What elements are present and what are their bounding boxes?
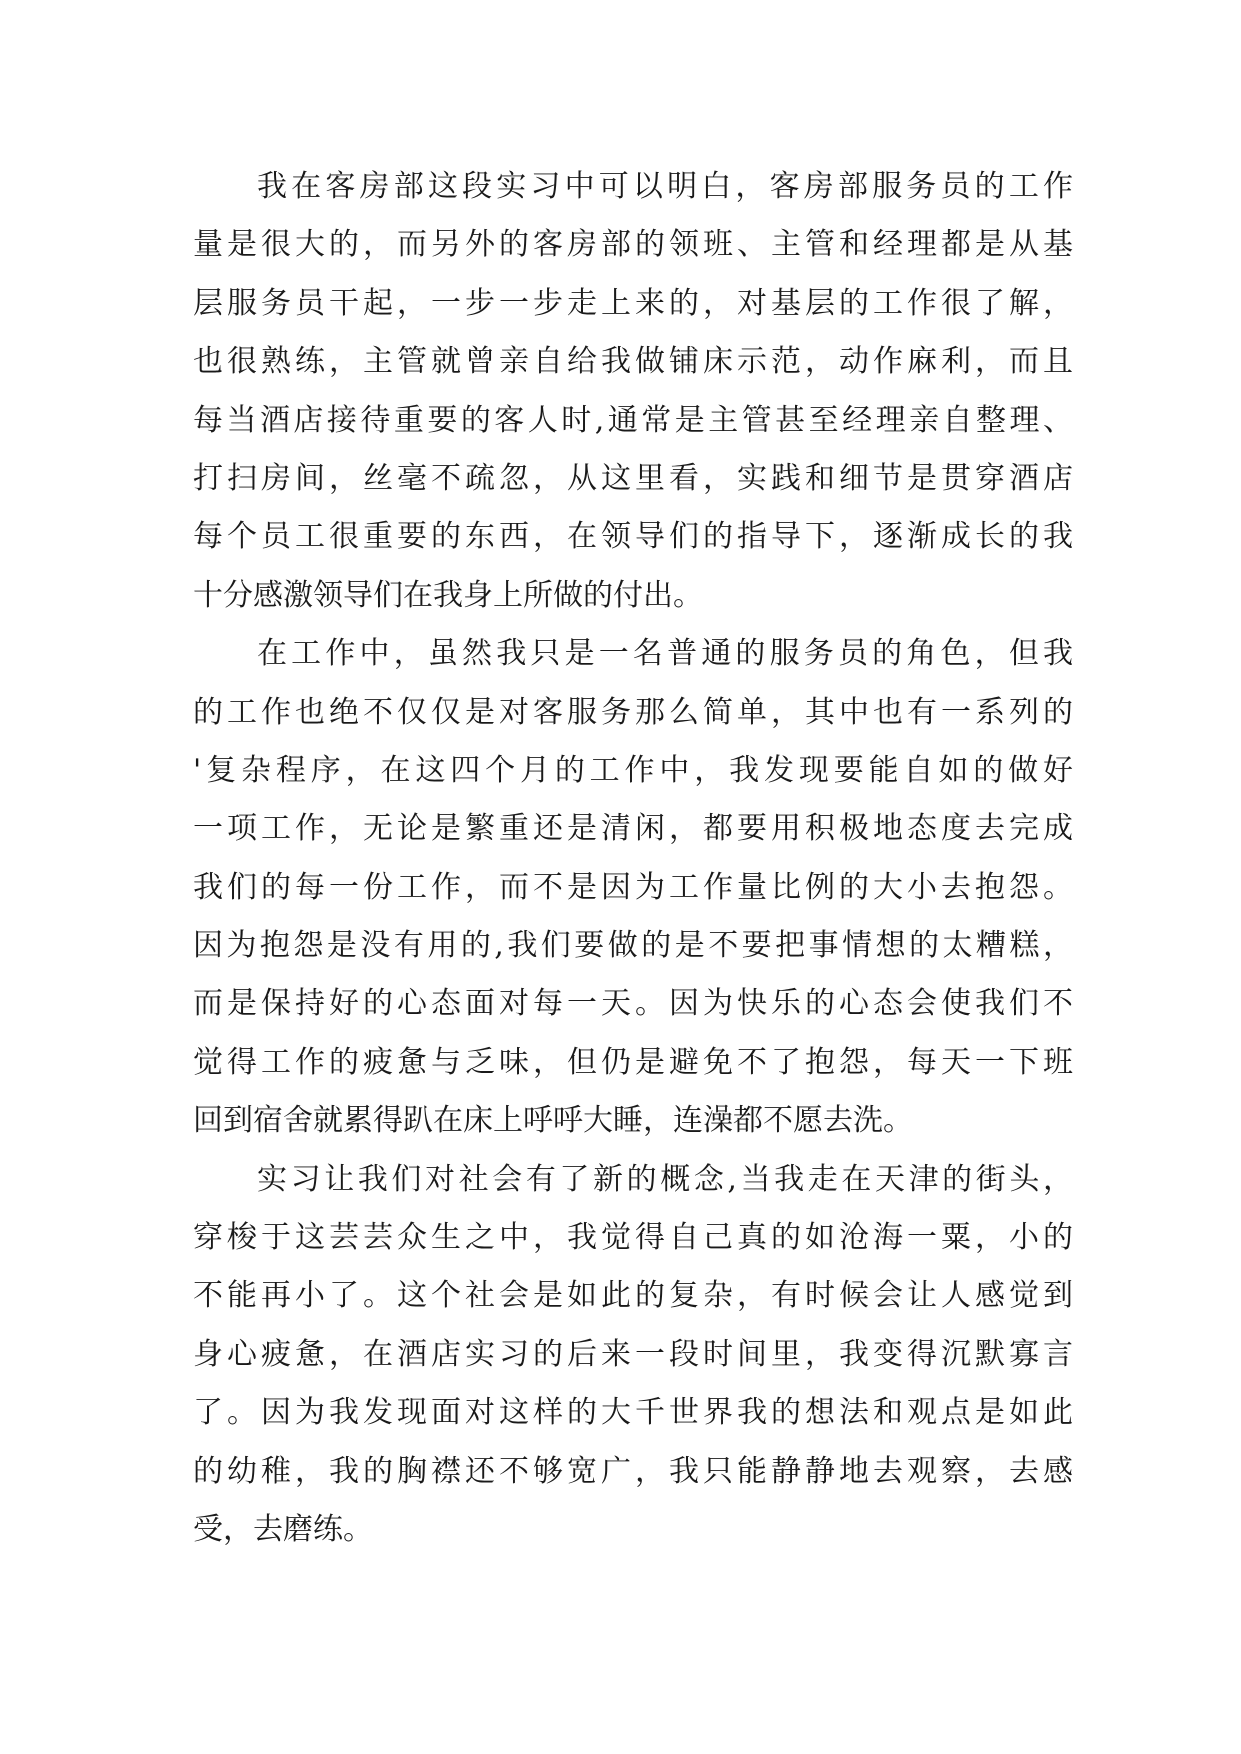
paragraph-line: 受，去磨练。 xyxy=(193,1511,373,1547)
paragraph-line: 每当酒店接待重要的客人时,通常是主管甚至经理亲自整理、 xyxy=(193,402,1073,438)
paragraph-line: 实习让我们对社会有了新的概念,当我走在天津的街头， xyxy=(257,1161,1073,1197)
paragraph-line: 觉得工作的疲惫与乏味，但仍是避免不了抱怨，每天一下班 xyxy=(193,1044,1073,1080)
paragraph-line: 在工作中，虽然我只是一名普通的服务员的角色，但我 xyxy=(257,636,1073,672)
paragraph-line: 每个员工很重要的东西，在领导们的指导下，逐渐成长的我 xyxy=(193,519,1073,555)
paragraph-line: '复杂程序，在这四个月的工作中，我发现要能自如的做好 xyxy=(193,752,1073,788)
paragraph-line: 而是保持好的心态面对每一天。因为快乐的心态会使我们不 xyxy=(193,986,1073,1022)
paragraph-line: 身心疲惫，在酒店实习的后来一段时间里，我变得沉默寡言 xyxy=(193,1336,1073,1372)
document-body xyxy=(193,158,1073,1559)
paragraph-line: 因为抱怨是没有用的,我们要做的是不要把事情想的太糟糕， xyxy=(193,928,1073,964)
paragraph-line: 量是很大的，而另外的客房部的领班、主管和经理都是从基 xyxy=(193,227,1073,263)
paragraph-line: 回到宿舍就累得趴在床上呼呼大睡，连澡都不愿去洗。 xyxy=(193,1103,913,1139)
paragraph-line: 不能再小了。这个社会是如此的复杂，有时候会让人感觉到 xyxy=(193,1278,1073,1314)
paragraph-line: 十分感激领导们在我身上所做的付出。 xyxy=(193,577,703,613)
paragraph-line: 层服务员干起，一步一步走上来的，对基层的工作很了解， xyxy=(193,285,1073,321)
paragraph-line: 也很熟练，主管就曾亲自给我做铺床示范，动作麻利，而且 xyxy=(193,344,1073,380)
paragraph-line: 的工作也绝不仅仅是对客服务那么简单，其中也有一系列的 xyxy=(193,694,1073,730)
paragraph-line: 打扫房间，丝毫不疏忽，从这里看，实践和细节是贯穿酒店 xyxy=(193,460,1073,496)
paragraph-line: 一项工作，无论是繁重还是清闲，都要用积极地态度去完成 xyxy=(193,811,1073,847)
paragraph-line: 了。因为我发现面对这样的大千世界我的想法和观点是如此 xyxy=(193,1395,1073,1431)
paragraph-line: 穿梭于这芸芸众生之中，我觉得自己真的如沧海一粟，小的 xyxy=(193,1220,1073,1256)
paragraph-line: 的幼稚，我的胸襟还不够宽广，我只能静静地去观察，去感 xyxy=(193,1453,1073,1489)
paragraph-line: 我在客房部这段实习中可以明白，客房部服务员的工作 xyxy=(257,169,1073,204)
paragraph-line: 我们的每一份工作，而不是因为工作量比例的大小去抱怨。 xyxy=(193,869,1073,905)
